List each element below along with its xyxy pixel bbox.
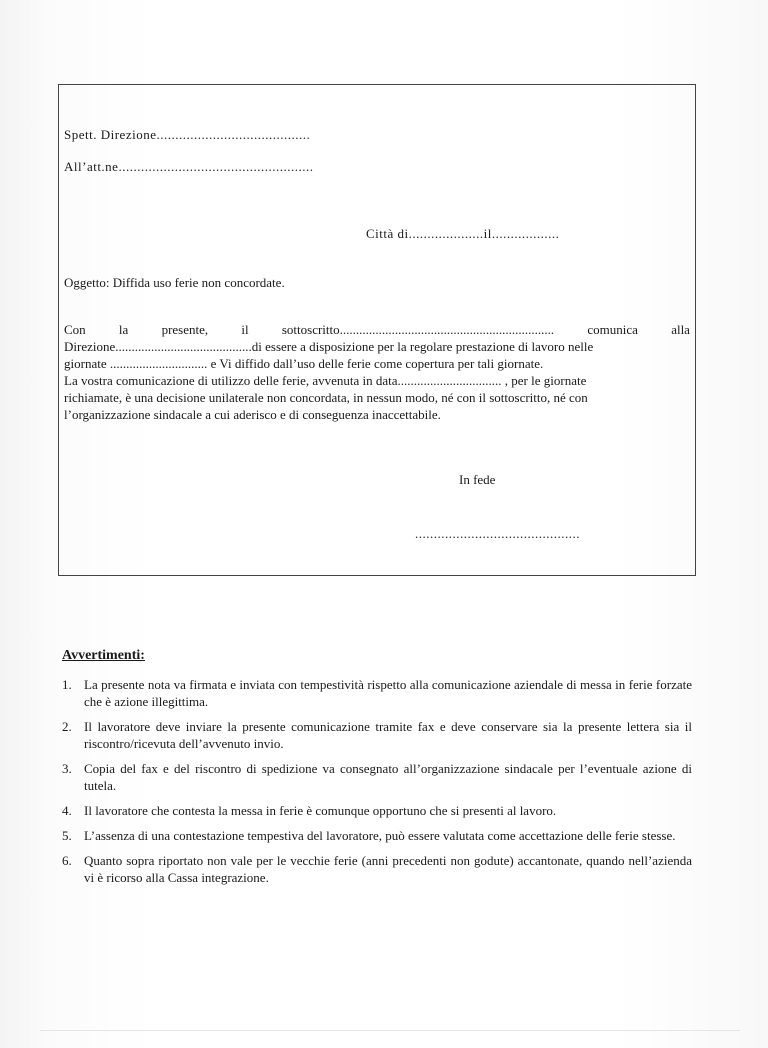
letter-template-box [58, 84, 696, 576]
body-line-6: l’organizzazione sindacale a cui aderisco e di conseguenza inaccettabile. [64, 407, 441, 422]
warning-item: 2. Il lavoratore deve inviare la presente comunicazione tramite fax e deve conservare sia la presente lettera sia il riscontro/ricevuta dell’avvenuto invio. [62, 719, 692, 751]
page-edge [40, 1030, 740, 1031]
warning-item: 1. La presente nota va firmata e inviata con tempestività rispetto alla comunicazione aziendale di messa in ferie forzate che è azione illegittima. [62, 677, 692, 709]
warning-item: 4. Il lavoratore che contesta la messa in ferie è comunque opportuno che si presenti al lavoro. [62, 803, 557, 818]
warning-item: 6. Quanto sopra riportato non vale per le vecchie ferie (anni precedenti non godute) accantonate, quando nell’azienda vi è ricorso alla Cassa integrazione. [62, 853, 692, 885]
attention-line: All’att.ne.................................................... [64, 159, 314, 174]
subject-line: Oggetto: Diffida uso ferie non concordate. [64, 275, 285, 290]
warning-item: 5. L’assenza di una contestazione tempestiva del lavoratore, può essere valutata come accettazione delle ferie stesse. [62, 828, 676, 843]
body-line-5: richiamate, è una decisione unilaterale non concordata, in nessun modo, né con il sottoscritto, né con [64, 390, 588, 405]
signature-line: ............................................ [415, 526, 580, 541]
letter-body [64, 321, 690, 423]
body-line-4: La vostra comunicazione di utilizzo delle ferie, avvenuta in data................................ , per le giornate [64, 373, 587, 388]
city-date-line: Città di....................il.................. [366, 226, 560, 241]
warnings-list [62, 676, 692, 886]
body-line-1: Con la presente, il sottoscritto.................................................................. comunica alla [64, 322, 690, 337]
recipient-line: Spett. Direzione......................................... [64, 127, 311, 142]
body-line-2: Direzione..........................................di essere a disposizione per la regolare prestazione di lavoro nelle [64, 339, 594, 354]
closing-in-fede: In fede [459, 472, 496, 487]
body-line-3: giornate .............................. e Vi diffido dall’uso delle ferie come copertura per tali giornate. [64, 356, 544, 371]
warning-item: 3. Copia del fax e del riscontro di spedizione va consegnato all’organizzazione sindacale per l’eventuale azione di tutela. [62, 761, 692, 793]
warnings-section [62, 648, 692, 894]
warnings-title: Avvertimenti: [62, 648, 145, 663]
